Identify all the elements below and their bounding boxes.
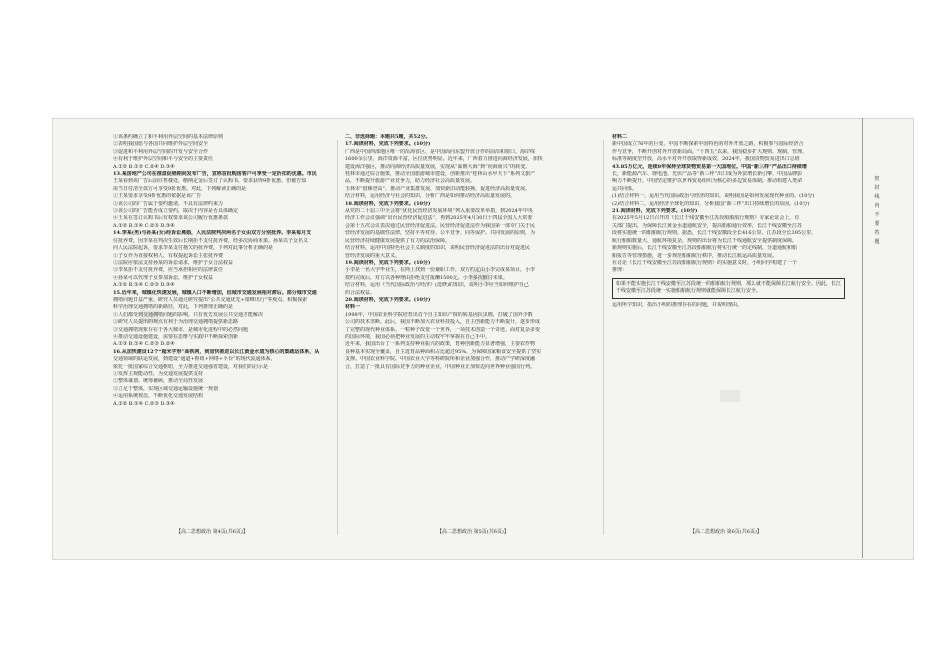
text-line: 标准等制度型开放，高水平对外开放取得新成效。2024年，我国货物贸易进出口总值 [612,156,800,163]
text-line: 16.从加快建设12个“超米字形”高铁网，到加快推进以长江黄金水道为核心的集疏运体系，从 [113,348,320,355]
text-line: ④推动交通设施建设，需要在思维与实践中不断探索创新 [113,333,239,340]
text-line: 需当日付清全款方可享受9折优惠。对此，下列解读正确的是 [113,185,247,192]
page-5-column [345,134,593,542]
text-line: 营经济发展的重大意义。 [345,252,401,259]
text-line: 民营经济持续健康发展提供了有力的法治保障。 [345,237,451,244]
text-line: 段将实施统一的船舶航行规则。据悉，长江干线安徽段全长416公里，江苏段全长395公里， [612,230,817,237]
text-line: 的合法权益。 [345,289,376,296]
text-line: 在讨论《长江干线安徽至江苏段船舶航行规则》的实施意义时，小明同学构建了一个 [612,259,798,266]
text-line: ①子女作为直接权利人，有权提起诉讼主张抚养费 [113,252,224,259]
text-line: 玉林市“借梯登高”，推动产业集群发展，加快新旧动能转换，促进经济高质量发展。 [345,185,531,192]
text-line: 运用所学知识，指出小明的推理存在的问题，并说明理由。 [612,301,743,308]
text-line: 从党的二十届三中全会将“优化民营经济发展环境”列入重要改革举措，到2024年中央 [345,208,533,215]
text-line: 依托一批国家综合交通枢纽，全力推进交通强省建设，对我们的启示是 [113,363,269,370]
text-line: 响力不断提升。中国坚定维护以世界贸易组织为核心的多边贸易体制，推动构建人类命 [612,178,803,185]
text-line: 15.近年来，城镇化快速发展，城镇人口不断增加，但城市交通发展相对滞后。部分城市交通 [113,289,317,296]
text-line: 19.阅读材料，完成下列要求。(10分) [345,259,431,266]
text-line: ②表明我国愿与各国共同维护外层空间安全 [113,141,209,148]
page-6-column [612,134,845,542]
text-line: 材料一 [345,304,361,311]
text-line: ①该条约确立了和平利用外层空间的基本法律原则 [113,134,224,140]
text-line: (1)结合材料一，运用当代国际政治与经济的知识，说明我国是如何发展现代种业的。(10分) [612,193,815,200]
page-4-column [113,134,327,542]
text-line: 广西是中国西部地区唯一的沿海省区，是中国面向东盟开放合作的前沿和窗口。海岸线 [345,148,536,155]
page-footer: 【高二思想政治 第6页(共6页)】 [690,529,762,535]
text-line: 43.85万亿元，连续8年保持全球货物贸易第一大国地位。中国“新三样”产品出口持续增 [612,163,807,170]
text-line: 结合材料，运用经济与社会的知识，分析广西是如何推动经济高质量发展的。 [345,193,516,200]
text-line: ③立足于整体，实现区域交通运输设施统一规划 [113,385,219,392]
column-divider [603,140,604,535]
seal-line-notice: 密封线内不要答题 [874,176,880,245]
text-line: ①发挥主观能动性，为交通发展提供支持 [113,371,204,377]
text-line: 公司的技术垄断。此后，我国不断加大农业科技投入，自主创新能力不断提升，逐步形成 [345,319,541,326]
text-line: ②研究人员提出的观点有利于为治理交通拥堵提供新思路 [113,319,239,326]
text-line: 拥堵问题日益严重。研究人员通过研究提出“公共交通优先+错峰出行”等观点。积极探索 [113,296,308,303]
text-line: ①人们都受到交通拥堵问题的影响，只有优先发展公共交通才能解决 [113,311,264,318]
text-line: 支撑。中国农业科学院、中国农业大学等科研院所和企业加强合作，推动产学研深度融 [345,356,536,363]
text-line: 关部门提出，为保障长江黄金水道通航安全，提高船舶通行效率，长江干线安徽至江苏 [612,222,803,229]
text-line: 桂林市通过综合施策，推动全国旅游城市建设，创新推出“桂林山水甲天下”系列文旅产 [345,171,536,178]
text-line: A.①② B.①④ C.②③ D.③④ [113,222,175,229]
text-line: ③该公司的广告能否成立要约，取决于内容是否具体确定 [113,208,239,215]
text-line: 结合材料，运用《当代国际政治与经济》(选修)的知识，说明小李应当如何维护自己 [345,282,529,289]
text-line: 向人民法院起诉，要求李某支付拖欠的抚养费。下列对此事分析正确的是 [113,245,274,252]
text-line: 17.阅读材料，完成下列要求。(10分) [345,141,431,148]
text-line: 20.阅读材料，完成下列要求。(10分) [345,296,431,303]
text-line: ③交通拥堵现象存在于各大城市，是城市化进程中的必然问题 [113,326,249,333]
column-divider [337,140,338,535]
text-line: 交通领域的联运发展，到建设“通道+枢纽+网络+平台”的现代流通体系， [113,356,276,363]
text-line: 付抚养费。因李某在判决生效后长期拒不支付抚养费，经多次协商未果。孙某以子女名义 [113,237,309,244]
text-line: 新规则实施后，长江干线安徽至江苏段船舶航行将实行统一的定线制、分道通航和船 [612,245,798,252]
text-line: 小李是一名大学毕业生，在网上找到一份兼职工作，双方约定由小李完成某项目，小李 [345,267,536,274]
text-line: 营经济发展的基础性法律，坚持平等对待、公平竞争、同等保护、共同发展的原则，为 [345,230,536,237]
text-line: (2)结合材料二，运用经济全球化的知识，分析我国“新三样”出口持续增长的原因。(10分) [612,200,810,207]
text-line: A.①③ B.①④ C.②③ D.②④ [113,341,175,348]
text-line: 近年来，我国出台了一系列支持种业振兴的政策，育种创新能力显著增强，主要农作物 [345,341,536,348]
text-line: 航行船舶数量大、通航环境复杂，规则的出台将为长江干线通航安全提供制度保障。 [612,237,798,244]
text-line: ④王某在签订认购书后有权要求该公司履行优惠条款 [113,215,229,222]
text-line: 的国际环境，我国必须把种业发展的主动权牢牢掌握在自己手中。 [345,333,491,340]
section-heading: 二、非选择题：本题共5题，共52分。 [345,134,431,140]
text-line: 王某看到该广告后前往售楼处，缴纳定金后签订了认购书，要求获得9折优惠，但被告知 [113,178,307,185]
text-line: ②该公司的广告属于要约邀请，不具有法律约束力 [113,200,224,207]
text-line: 材料二 [612,134,628,140]
text-line: ②整体谋划、统筹兼顾，推动全局性发展 [113,378,204,385]
text-line: 良种基本实现全覆盖，自主选育品种面积占比超过95%，为保障国家粮食安全提供了坚实 [345,348,542,355]
text-line: ④有利于维护外层空间和平与安全的主要责任 [113,156,214,163]
text-line: 18.阅读材料，完成下列要求。(10分) [345,200,431,207]
text-line: 在2025年5月12日召开的《长江干线安徽至江苏段船舶航行规则》专家论证会上，有 [612,215,800,222]
text-line: 会第十五次会议表决通过民营经济促进法。民营经济促进法作为我国第一部专门关于民 [345,222,536,229]
text-line: ④运用系统观念，不断优化交通发展结构 [113,393,204,400]
text-line: A.①② B.①④ C.②③ D.③④ [113,282,175,289]
text-line: 推理： [612,267,628,274]
text-line: 建设海洋强区，推动向海经济高质量发展，实现从“面朝大海”到“向海而兴”的转变。 [345,163,531,170]
text-line: 新中国成立76年的巨变，中国不断探索中国特色的对外开放之路，积极参与国际经济合 [612,141,804,148]
text-line: 1998年，中国农业科学院培育出首个自主知识产权的转基因抗虫棉，打破了国外少数 [345,311,533,318]
text-line: 长，新能源汽车、锂电池、光伏产品等“新三样”出口成为外贸增长新引擎，中国品牌影 [612,171,803,178]
text-line: 经济工作会议强调“出台民营经济促进法”，再到2025年4月30日十四届全国人大常委 [345,215,533,222]
text-line: 合，打造了一批具有国际竞争力的种业企业，中国种业正加快迈向世界种业强国行列。 [345,363,536,370]
text-line: A.①② B.①③ C.②④ D.③④ [113,163,175,170]
text-line: A.①② B.①④ C.②③ D.③④ [113,400,175,407]
text-line: ①王某要求享受9折优惠的依据是该广告 [113,193,202,200]
text-line: 了完整的现代种业体系。一粒种子改变一个世界，一项技术创造一个奇迹。面对复杂多变 [345,326,541,333]
reasoning-box: 如果不能实施长江干线安徽至江苏段统一的船舶航行规则，那么就不能保障长江航行安全。因此，长江干线安徽至江苏段统一实施船舶航行规则就能保障长江航行安全。 [612,278,845,299]
text-line: 舶报告等管理措施，进一步规范船舶航行秩序，推动长江航运高质量发展。 [612,252,778,259]
page-footer: 【高二思想政治 第4页(共6页)】 [176,529,248,535]
text-line: 13.某房地产公司在推盘促销期间发布广告，宣称首批购房客户可享受一定折扣的优惠。市民 [113,171,317,178]
text-line: 1600余公里，海洋资源丰富，区位优势明显。近年来，广西着力推进向海经济发展，加快 [345,156,543,163]
text-line: 作与竞争，不断开创对外开放新局面。“十四五”以来，我国稳步扩大规则、规制、管理、 [612,148,808,155]
text-line: 运共同体。 [612,185,638,192]
text-line: ④孙某可以代理子女参加诉讼，维护子女权益 [113,274,214,281]
text-line: 结合材料，运用中国特色社会主义制度的知识，说明民营经济促进法的出台对促进民 [345,245,531,252]
text-line: ②法院应依法支持孙某的诉讼请求，维护子女合法权益 [113,259,234,266]
text-line: 14.李某(男)与孙某(女)经诉讼离婚，人民法院判决两名子女由双方分别抚养。李某每月支 [113,230,312,237]
text-line: ③促进和平利用外层空间的开发与安全合作 [113,148,209,155]
text-line: 21.阅读材料，完成下列要求。(10分) [612,208,698,215]
text-line: ③李某拒不支付抚养费，应当承担相应的法律责任 [113,267,224,274]
text-line: 品，不断提升旅游产业竞争力，助力经济社会高质量发展。 [345,178,476,185]
page-footer: 【高二思想政治 第5页(共6页)】 [437,529,509,535]
text-line: 科学治理交通拥堵的新路径，对此，下列推理正确的是 [113,304,234,311]
text-line: 按约完成后，对方以各种理由拒绝支付报酬1500元。小李多次催讨未果。 [345,274,508,281]
